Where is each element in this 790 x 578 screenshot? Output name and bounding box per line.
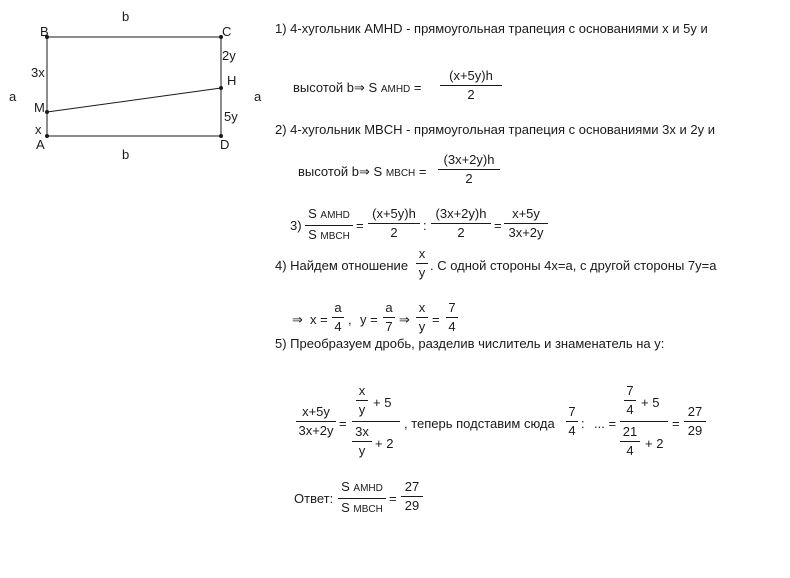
step5-eq2: = <box>672 416 680 431</box>
label-h: H <box>227 73 237 88</box>
step2-fraction: (3x+2y)h 2 <box>438 153 500 186</box>
answer-label: Ответ: <box>294 491 334 506</box>
step4-text-post: . С одной стороны 4x=a, с другой стороны 7y=a <box>430 258 717 273</box>
label-3x: 3x <box>31 65 45 80</box>
step5-eq1: = <box>339 416 347 431</box>
step5-colon: : <box>581 416 585 431</box>
step4-value-fraction: 7 4 <box>446 301 458 334</box>
step5-dots: ... = <box>594 416 617 431</box>
step4-text-pre: 4) Найдем отношение <box>275 258 409 273</box>
answer-eq: = <box>389 491 397 506</box>
step3-ratio-fraction: S AMHD S MBCH <box>305 207 353 244</box>
step4-comma: , <box>348 312 352 327</box>
label-a-left: a <box>9 89 17 104</box>
step5-result-fraction: 27 29 <box>684 405 706 438</box>
step5-c-num-plus: + 5 <box>641 395 660 410</box>
step5-c-den-fraction: 21 4 <box>620 425 640 458</box>
point-m <box>45 110 49 114</box>
label-b: B <box>40 24 49 39</box>
label-5y: 5y <box>224 109 238 124</box>
step5-text: 5) Преобразуем дробь, разделив числитель и знаменатель на y: <box>275 336 665 351</box>
step5-big-num-plus: + 5 <box>373 395 392 410</box>
label-m: M <box>34 100 45 115</box>
label-x: x <box>35 122 42 137</box>
step5-left-fraction: x+5y 3x+2y <box>296 405 336 438</box>
label-d: D <box>220 137 230 152</box>
step5-c-num-fraction: 7 4 <box>624 384 636 417</box>
step1-height: высотой b⇒ S AMHD = <box>293 80 422 95</box>
step5-big-den-xy: 3x y <box>352 425 372 458</box>
step3-fraction-2: (3x+2y)h 2 <box>431 207 491 240</box>
answer-ratio-fraction: S AMHD S MBCH <box>338 480 386 517</box>
step5-big-fraction-bar <box>352 421 400 422</box>
step5-c-den-plus: + 2 <box>645 436 664 451</box>
segment-mh <box>47 88 221 112</box>
step4-arrow1: ⇒ <box>292 312 303 327</box>
step4-arrow2: ⇒ <box>399 312 410 327</box>
step5-substitute-fraction: 7 4 <box>566 405 578 438</box>
point-a <box>45 134 49 138</box>
step3-eq2: = <box>494 218 502 233</box>
step5-big-den-plus: + 2 <box>375 436 394 451</box>
label-2y: 2y <box>222 48 236 63</box>
step2-height: высотой b⇒ S MBCH = <box>298 164 427 179</box>
step5-big-num-xy: x y <box>356 384 368 417</box>
point-h <box>219 86 223 90</box>
step4-xy-fraction: x y <box>416 247 428 280</box>
answer-value-fraction: 27 29 <box>401 480 423 513</box>
rectangle-abcd <box>47 37 221 136</box>
label-top-b: b <box>122 9 130 24</box>
step3-colon: : <box>423 218 427 233</box>
step5-c-fraction-bar <box>620 421 668 422</box>
step4-y-fraction: a 7 <box>383 301 395 334</box>
label-a: A <box>36 137 45 152</box>
step4-x-eq: x = <box>310 312 328 327</box>
step1-text: 1) 4-хугольник AMHD - прямоугольная трапеция с основаниями x и 5y и <box>275 21 708 36</box>
step4-ratio-fraction: x y <box>416 301 428 334</box>
label-bottom-b: b <box>122 147 130 162</box>
step4-y-eq: y = <box>360 312 378 327</box>
step1-fraction: (x+5y)h 2 <box>440 69 502 102</box>
label-c: C <box>222 24 232 39</box>
step3-label: 3) <box>290 218 302 233</box>
step3-fraction-1: (x+5y)h 2 <box>368 207 420 240</box>
step4-x-fraction: a 4 <box>332 301 344 334</box>
label-a-right: a <box>254 89 262 104</box>
step4-eq: = <box>432 312 440 327</box>
step5-mid-text: , теперь подставим сюда <box>404 416 555 431</box>
step3-eq1: = <box>356 218 364 233</box>
step3-fraction-3: x+5y 3x+2y <box>504 207 548 240</box>
step2-text: 2) 4-хугольник MBCH - прямоугольная трапеция с основаниями 3x и 2y и <box>275 122 715 137</box>
